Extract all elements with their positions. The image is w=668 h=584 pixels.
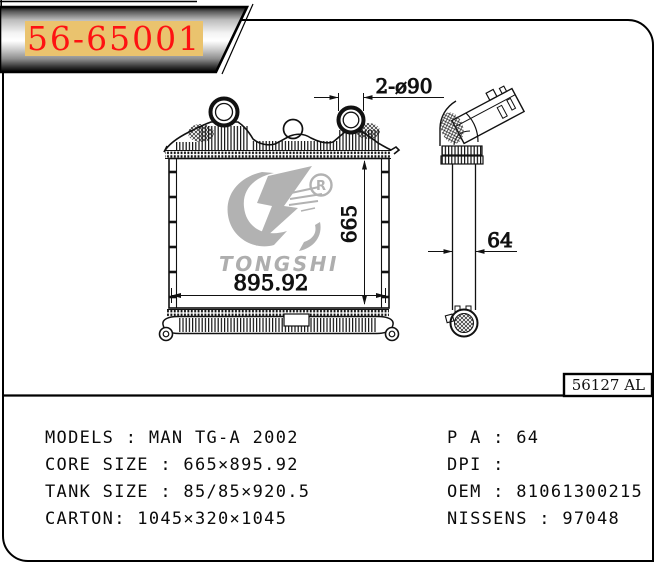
spec-line-dpi: DPI :: [447, 455, 505, 475]
dim-height-label: 665: [337, 204, 361, 244]
spec-line-nissens: NISSENS : 97048: [447, 509, 621, 529]
side-view-drawing: [428, 81, 524, 336]
spec-line-oem: OEM : 81061300215: [447, 482, 644, 502]
title-block-code: 56127 AL: [571, 376, 645, 394]
side-pipe: [453, 164, 476, 310]
spec-line-models: MODELS : MAN TG-A 2002: [45, 428, 299, 448]
part-number-banner: [0, 4, 253, 74]
dim-width-label: 895.92: [233, 271, 309, 296]
port-right: [339, 108, 364, 133]
spec-line-pa: P A : 64: [447, 428, 540, 448]
title-block: [564, 374, 652, 396]
watermark-registered-icon: [311, 175, 332, 196]
bottom-tank: [160, 310, 399, 341]
dim-depth: [428, 228, 517, 254]
spec-line-carton: CARTON: 1045×320×1045: [45, 509, 288, 529]
dim-depth-label: 64: [487, 228, 513, 252]
spec-line-core-size: CORE SIZE : 665×895.92: [45, 455, 299, 475]
dim-ports-label: 2-ø90: [375, 74, 433, 98]
dim-height: [337, 160, 367, 305]
watermark-logo: [228, 166, 322, 251]
spec-table: [45, 428, 643, 529]
dim-ports: [314, 74, 444, 111]
side-foot: [445, 306, 477, 337]
watermark-brand-text: TONGSHI: [219, 252, 339, 276]
watermark: [219, 166, 339, 276]
part-number-text: 56-65001: [26, 19, 202, 58]
spec-line-tank-size: TANK SIZE : 85/85×920.5: [45, 482, 311, 502]
port-left: [211, 99, 238, 126]
svg-text:R: R: [315, 179, 327, 194]
dim-width: [172, 271, 386, 303]
side-clamp: [441, 146, 483, 164]
